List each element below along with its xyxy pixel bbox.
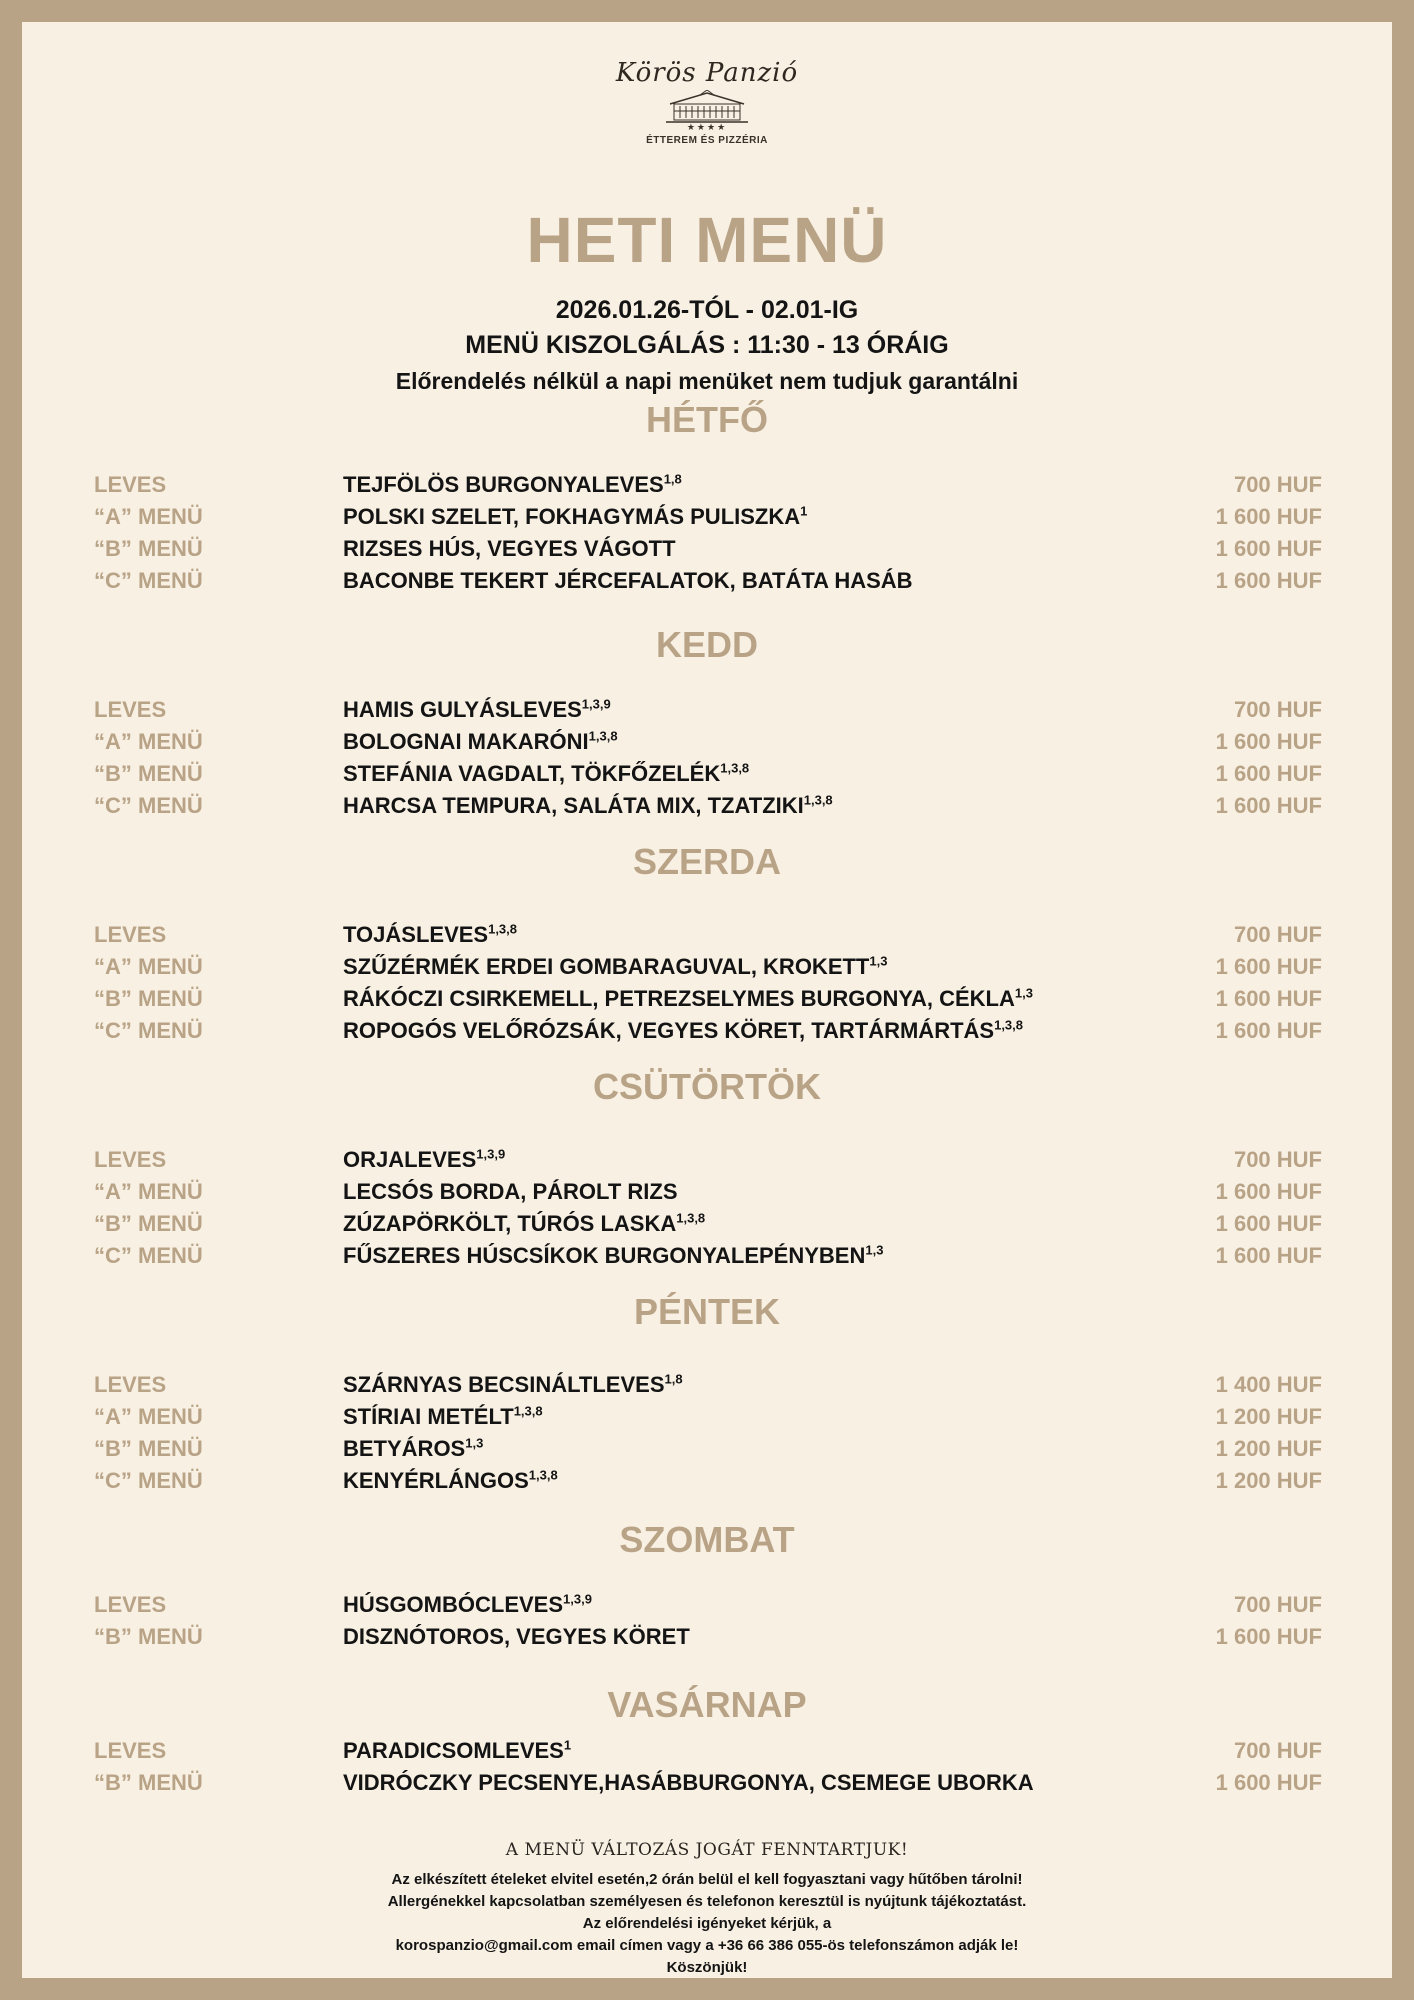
dish-name — [343, 504, 807, 530]
menu-price: 700 HUF — [1233, 922, 1322, 947]
dish-text: ZÚZAPÖRKÖLT, TÚRÓS LASKA — [343, 1211, 677, 1236]
menu-row — [22, 1211, 1392, 1241]
dish-name — [343, 1147, 505, 1173]
menu-label: LEVES — [94, 1147, 167, 1172]
footer-line: Köszönjük! — [666, 1959, 748, 1976]
menu-price: 1 400 HUF — [1215, 1372, 1322, 1397]
menu-label: LEVES — [94, 1592, 167, 1617]
menu-row — [22, 1243, 1392, 1273]
allergen-codes: 1 — [800, 503, 808, 519]
allergen-codes: 1,3,9 — [581, 696, 611, 712]
footer-line: Az előrendelési igényeket kérjük, a — [582, 1915, 832, 1932]
menu-row — [22, 1436, 1392, 1466]
menu-price: 1 600 HUF — [1215, 761, 1322, 786]
dish-text: SZŰZÉRMÉK ERDEI GOMBARAGUVAL, KROKETT — [343, 954, 870, 979]
menu-price: 1 600 HUF — [1215, 536, 1322, 561]
dish-name — [343, 568, 913, 594]
menu-row — [22, 1624, 1392, 1654]
menu-row — [22, 1592, 1392, 1622]
dish-name — [343, 1738, 571, 1764]
footer-line: korospanzio@gmail.com email címen vagy a +36 66 386 055-ös telefonszámon adják le! — [395, 1937, 1019, 1954]
menu-price: 1 600 HUF — [1215, 1018, 1322, 1043]
footer-title: A MENÜ VÁLTOZÁS JOGÁT FENNTARTJUK! — [505, 1840, 909, 1860]
footer-line: Allergénekkel kapcsolatban személyesen és telefonon keresztül is nyújtunk tájékoztatást. — [387, 1893, 1027, 1910]
menu-price: 1 600 HUF — [1215, 1179, 1322, 1204]
preorder-note: Előrendelés nélkül a napi menüket nem tudjuk garantálni — [395, 368, 1019, 394]
menu-price: 700 HUF — [1233, 472, 1322, 497]
dish-text: STEFÁNIA VAGDALT, TÖKFŐZELÉK — [343, 761, 721, 786]
menu-row — [22, 1468, 1392, 1498]
menu-price: 1 600 HUF — [1215, 504, 1322, 529]
menu-label: LEVES — [94, 1372, 167, 1397]
menu-row — [22, 1179, 1392, 1209]
menu-label: “C” MENÜ — [94, 793, 203, 818]
menu-label: LEVES — [94, 922, 167, 947]
allergen-codes: 1,3 — [1014, 985, 1033, 1001]
allergen-codes: 1,3,8 — [488, 921, 518, 937]
day-heading: HÉTFŐ — [646, 399, 768, 440]
dish-text: LECSÓS BORDA, PÁROLT RIZS — [343, 1179, 678, 1204]
menu-label: “B” MENÜ — [94, 1624, 203, 1649]
menu-label: “B” MENÜ — [94, 761, 203, 786]
footer-line: Az elkészített ételeket elvitel esetén,2 órán belül el kell fogyasztani vagy hűtőben tárolni! — [391, 1871, 1023, 1888]
day-heading: SZOMBAT — [619, 1519, 795, 1560]
dish-name — [343, 1372, 683, 1398]
dish-text: TOJÁSLEVES — [343, 922, 489, 947]
service-hours: MENÜ KISZOLGÁLÁS : 11:30 - 13 ÓRÁIG — [465, 331, 949, 359]
menu-label: LEVES — [94, 1738, 167, 1763]
allergen-codes: 1,3 — [865, 1242, 884, 1258]
allergen-codes: 1,3,8 — [994, 1017, 1024, 1033]
dish-name — [343, 1624, 690, 1650]
menu-label: “B” MENÜ — [94, 1211, 203, 1236]
dish-text: DISZNÓTOROS, VEGYES KÖRET — [343, 1624, 690, 1649]
dish-name — [343, 793, 833, 819]
menu-price: 1 600 HUF — [1215, 986, 1322, 1011]
menu-price: 700 HUF — [1233, 1738, 1322, 1763]
allergen-codes: 1,3,8 — [588, 728, 618, 744]
menu-row — [22, 1770, 1392, 1800]
dish-text: ROPOGÓS VELŐRÓZSÁK, VEGYES KÖRET, TARTÁRMÁRTÁS — [343, 1018, 995, 1043]
menu-row — [22, 793, 1392, 823]
day-heading: SZERDA — [632, 841, 781, 882]
dish-name — [343, 986, 1033, 1012]
menu-row — [22, 1372, 1392, 1402]
menu-label: “B” MENÜ — [94, 536, 203, 561]
day-heading: VASÁRNAP — [607, 1684, 807, 1725]
restaurant-logo — [22, 58, 1392, 146]
menu-row — [22, 729, 1392, 759]
menu-label: “B” MENÜ — [94, 986, 203, 1011]
dish-name — [343, 729, 618, 755]
menu-label: “B” MENÜ — [94, 1770, 203, 1795]
menu-price: 1 200 HUF — [1215, 1436, 1322, 1461]
allergen-codes: 1 — [563, 1737, 572, 1753]
building-icon — [662, 90, 752, 124]
allergen-codes: 1,3,8 — [528, 1467, 558, 1483]
menu-label: “B” MENÜ — [94, 1436, 203, 1461]
dish-name — [343, 922, 517, 948]
dish-name — [343, 1404, 543, 1430]
menu-label: “A” MENÜ — [94, 504, 203, 529]
menu-label: LEVES — [94, 472, 167, 497]
dish-name — [343, 761, 749, 787]
dish-name — [343, 1468, 558, 1494]
allergen-codes: 1,3,8 — [720, 760, 750, 776]
menu-price: 1 200 HUF — [1215, 1468, 1322, 1493]
menu-row — [22, 536, 1392, 566]
menu-row — [22, 568, 1392, 598]
menu-row — [22, 986, 1392, 1016]
dish-name — [343, 1770, 1034, 1796]
allergen-codes: 1,3,9 — [563, 1591, 592, 1607]
menu-row — [22, 954, 1392, 984]
menu-price: 1 600 HUF — [1215, 793, 1322, 818]
dish-text: BOLOGNAI MAKARÓNI — [343, 729, 589, 754]
dish-name — [343, 954, 887, 980]
allergen-codes: 1,8 — [663, 471, 682, 487]
allergen-codes: 1,3,8 — [513, 1403, 543, 1419]
allergen-codes: 1,3,9 — [476, 1146, 506, 1162]
menu-row — [22, 1018, 1392, 1048]
dish-text: HAMIS GULYÁSLEVES — [343, 697, 582, 722]
dish-name — [343, 472, 682, 498]
dish-text: HARCSA TEMPURA, SALÁTA MIX, TZATZIKI — [343, 793, 804, 818]
dish-text: POLSKI SZELET, FOKHAGYMÁS PULISZKA — [343, 504, 801, 529]
dish-text: STÍRIAI METÉLT — [343, 1404, 514, 1429]
menu-price: 700 HUF — [1233, 1147, 1322, 1172]
day-heading: KEDD — [655, 624, 758, 665]
menu-row — [22, 1738, 1392, 1768]
day-heading: PÉNTEK — [633, 1291, 781, 1332]
menu-label: “A” MENÜ — [94, 729, 203, 754]
dish-text: FŰSZERES HÚSCSÍKOK BURGONYALEPÉNYBEN — [343, 1243, 866, 1268]
page-title: HETI MENÜ — [526, 204, 888, 276]
dish-name — [343, 1436, 483, 1462]
date-range: 2026.01.26-TÓL - 02.01-IG — [555, 296, 859, 324]
dish-text: RÁKÓCZI CSIRKEMELL, PETREZSELYMES BURGONYA, CÉKLA — [343, 986, 1015, 1011]
dish-text: PARADICSOMLEVES — [343, 1738, 564, 1763]
menu-price: 700 HUF — [1233, 697, 1322, 722]
dish-text: RIZSES HÚS, VEGYES VÁGOTT — [343, 536, 676, 561]
menu-price: 700 HUF — [1233, 1592, 1322, 1617]
menu-label: “A” MENÜ — [94, 1179, 203, 1204]
dish-name — [343, 1211, 705, 1237]
dish-name — [343, 697, 611, 723]
dish-name — [343, 1018, 1023, 1044]
menu-label: LEVES — [94, 697, 167, 722]
dish-text: BACONBE TEKERT JÉRCEFALATOK, BATÁTA HASÁB — [343, 568, 913, 593]
allergen-codes: 1,3 — [869, 953, 888, 969]
menu-row — [22, 761, 1392, 791]
menu-label: “C” MENÜ — [94, 1243, 203, 1268]
menu-price: 1 600 HUF — [1215, 729, 1322, 754]
menu-label: “A” MENÜ — [94, 954, 203, 979]
allergen-codes: 1,8 — [664, 1371, 683, 1387]
menu-label: “C” MENÜ — [94, 1468, 203, 1493]
logo-subtitle: ÉTTEREM ÉS PIZZÉRIA — [646, 135, 768, 146]
dish-text: TEJFÖLÖS BURGONYALEVES — [343, 472, 664, 497]
allergen-codes: 1,3,8 — [803, 792, 833, 808]
menu-label: “C” MENÜ — [94, 568, 203, 593]
allergen-codes: 1,3 — [465, 1435, 484, 1451]
menu-row — [22, 472, 1392, 502]
menu-row — [22, 1147, 1392, 1177]
menu-row — [22, 922, 1392, 952]
menu-label: “C” MENÜ — [94, 1018, 203, 1043]
menu-price: 1 600 HUF — [1215, 1624, 1322, 1649]
dish-text: VIDRÓCZKY PECSENYE,HASÁBBURGONYA, CSEMEGE UBORKA — [343, 1770, 1034, 1795]
menu-row — [22, 504, 1392, 534]
day-heading: CSÜTÖRTÖK — [593, 1066, 821, 1107]
dish-text: SZÁRNYAS BECSINÁLTLEVES — [343, 1372, 665, 1397]
menu-price: 1 600 HUF — [1215, 568, 1322, 593]
menu-label: “A” MENÜ — [94, 1404, 203, 1429]
dish-name — [343, 1179, 678, 1205]
dish-text: ORJALEVES — [343, 1147, 477, 1172]
logo-stars: ★★★★ — [686, 122, 728, 132]
menu-price: 1 600 HUF — [1215, 954, 1322, 979]
menu-price: 1 200 HUF — [1215, 1404, 1322, 1429]
dish-name — [343, 1243, 883, 1269]
allergen-codes: 1,3,8 — [676, 1210, 706, 1226]
logo-script-name: Körös Panzió — [615, 58, 799, 88]
menu-price: 1 600 HUF — [1215, 1211, 1322, 1236]
dish-text: BETYÁROS — [343, 1436, 466, 1461]
dish-name — [343, 1592, 592, 1618]
dish-text: KENYÉRLÁNGOS — [343, 1468, 529, 1493]
dish-name — [343, 536, 676, 562]
menu-price: 1 600 HUF — [1215, 1770, 1322, 1795]
dish-text: HÚSGOMBÓCLEVES — [343, 1592, 564, 1617]
menu-row — [22, 697, 1392, 727]
menu-page — [22, 22, 1392, 1978]
menu-price: 1 600 HUF — [1215, 1243, 1322, 1268]
menu-row — [22, 1404, 1392, 1434]
